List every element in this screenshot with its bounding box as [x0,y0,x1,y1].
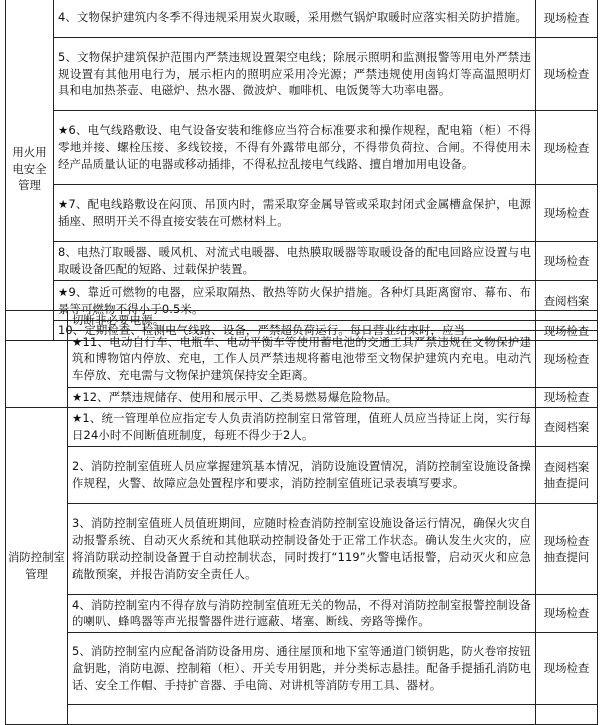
requirement-text: 4、文物保护建筑内冬季不得违规采用炭火取暖，采用燃气锅炉取暖时应落实相关防护措施。 [54,0,536,38]
inspection-method: 现场检查 [536,111,598,185]
requirement-text: ★6、电气线路敷设、电气设备安装和维修应当符合标准要求和操作规程，配电箱（柜）不得零地并接、螺栓压接、多线铰接，不得有外露带电部分，不得带负荷拉、合闸。不得使用未经产品质量认证的电器或移动插排，不得私拉乱接电气线路、擅自增加用电设备。 [54,111,536,185]
requirement-text: 切断非必要电源。 [68,311,536,331]
inspection-method: 现场检查 抽查提问 [536,503,598,594]
table-row [6,185,598,242]
table-row [6,242,598,281]
table-row [6,632,598,704]
requirement-text: 2、消防控制室值班人员应掌握建筑基本情况，消防设施设置情况，消防控制室设施设备操作规程，火警、故障应急处置程序和要求，消防控制室值班记录表填写要求。 [68,446,536,503]
inspection-method: 现场检查 [536,330,598,387]
requirement-text: ★7、配电线路敷设在闷顶、吊顶内时，需采取穿金属导管或采取封闭式金属槽盒保护，电源插座、照明开关不得直接安装在可燃材料上。 [54,185,536,242]
inspection-method: 现场检查 [536,185,598,242]
requirement-text: ★1、统一管理单位应指定专人负责消防控制室日常管理，值班人员应当持证上岗，实行每日24小时不间断值班制度，每班不得少于2人。 [68,407,536,446]
inspection-method: 现场检查 [536,321,598,341]
requirement-text: 4、消防控制室内不得存放与消防控制室值班无关的物品，不得对消防控制室报警控制设备的喇叭、蜂鸣器等声光报警器件进行遮蔽、堵塞、断线、旁路等操作。 [68,594,536,632]
inspection-method: 查阅档案 [536,281,598,321]
fire-electricity-table [5,0,598,341]
inspection-method: 现场检查 [536,594,598,632]
inspection-method: 查阅档案 [536,407,598,446]
inspection-method: 现场检查 [536,0,598,38]
inspection-method: 现场检查 [536,387,598,407]
requirement-text: 5、文物保护建筑保护范围内严禁违规设置架空电线；除展示照明和监测报警等用电外严禁违规设置有其他用电行为，展示柜内的照明应采用冷光源；严禁违规使用卤钨灯等高温照明灯具和电加热茶壶、电磁炉、热水器、微波炉、咖啡机、电饭煲等大功率电器。 [54,38,536,111]
table-row [6,311,598,331]
inspection-method: 现场检查 [536,38,598,111]
requirement-text: ★9、靠近可燃物的电器，应采取隔热、散热等防火保护措施。各种灯具距离窗帘、幕布、布景等可燃物不得小于0.5米。 [54,281,536,321]
table-row [6,330,598,387]
table-row [6,503,598,594]
table-row [6,0,598,38]
fire-control-room-table [5,310,598,725]
table-row [6,407,598,446]
requirement-text: 10、定期检查、检测电气线路、设备，严禁超负荷运行。每日营业结束时，应当 [54,321,536,341]
table-row [6,387,598,407]
category-cell-fire-control-room: 消防控制室管理 [6,407,68,724]
requirement-text: 8、电热汀取暖器、暖风机、对流式电暖器、电热膜取暖器等取暖设备的配电回路应设置与电取暖设备匹配的短路、过载保护装置。 [54,242,536,281]
requirement-text: 5、消防控制室内应配备消防设备用房、通往屋顶和地下室等通道门锁钥匙，防火卷帘按钮盒钥匙，消防电源、控制箱（柜）、开关专用钥匙，并分类标志悬挂。配备手提插孔消防电话、安全工作帽、手持扩音器、手电筒、对讲机等消防专用工具、器材。 [68,632,536,704]
table-row [6,446,598,503]
requirement-text: 3、消防控制室值班人员值班期间，应随时检查消防控制室设施设备运行情况，确保火灾自动报警系统、自动灭火系统和其他联动控制设备处于正常工作状态。确认发生火灾的，应将消防联动控制设备置于自动控制状态，同时拨打“119”火警电话报警，启动灭火和应急疏散预案，并报告消防安全责任人。 [68,503,536,594]
table-row [6,38,598,111]
requirement-text [68,704,536,724]
requirement-text: ★12、严禁违规储存、使用和展示甲、乙类易燃易爆危险物品。 [68,387,536,407]
inspection-method [536,704,598,724]
inspection-method: 现场检查 [536,632,598,704]
table-row [6,111,598,185]
requirement-text: ★11、电动自行车、电瓶车、电动平衡车等使用蓄电池的交通工具严禁违规在文物保护建筑和博物馆内停放、充电，工作人员严禁违规将蓄电池带至文物保护建筑内充电。电动汽车停放、充电需与文物保护建筑保持安全距离。 [68,330,536,387]
blank-category-cell [6,311,68,408]
table-row [6,704,598,724]
inspection-method: 现场检查 [536,242,598,281]
inspection-method: 查阅档案 抽查提问 [536,446,598,503]
category-cell-fire-electricity: 用火用电安全管理 [6,0,54,341]
table-row [6,594,598,632]
inspection-method [536,311,598,331]
